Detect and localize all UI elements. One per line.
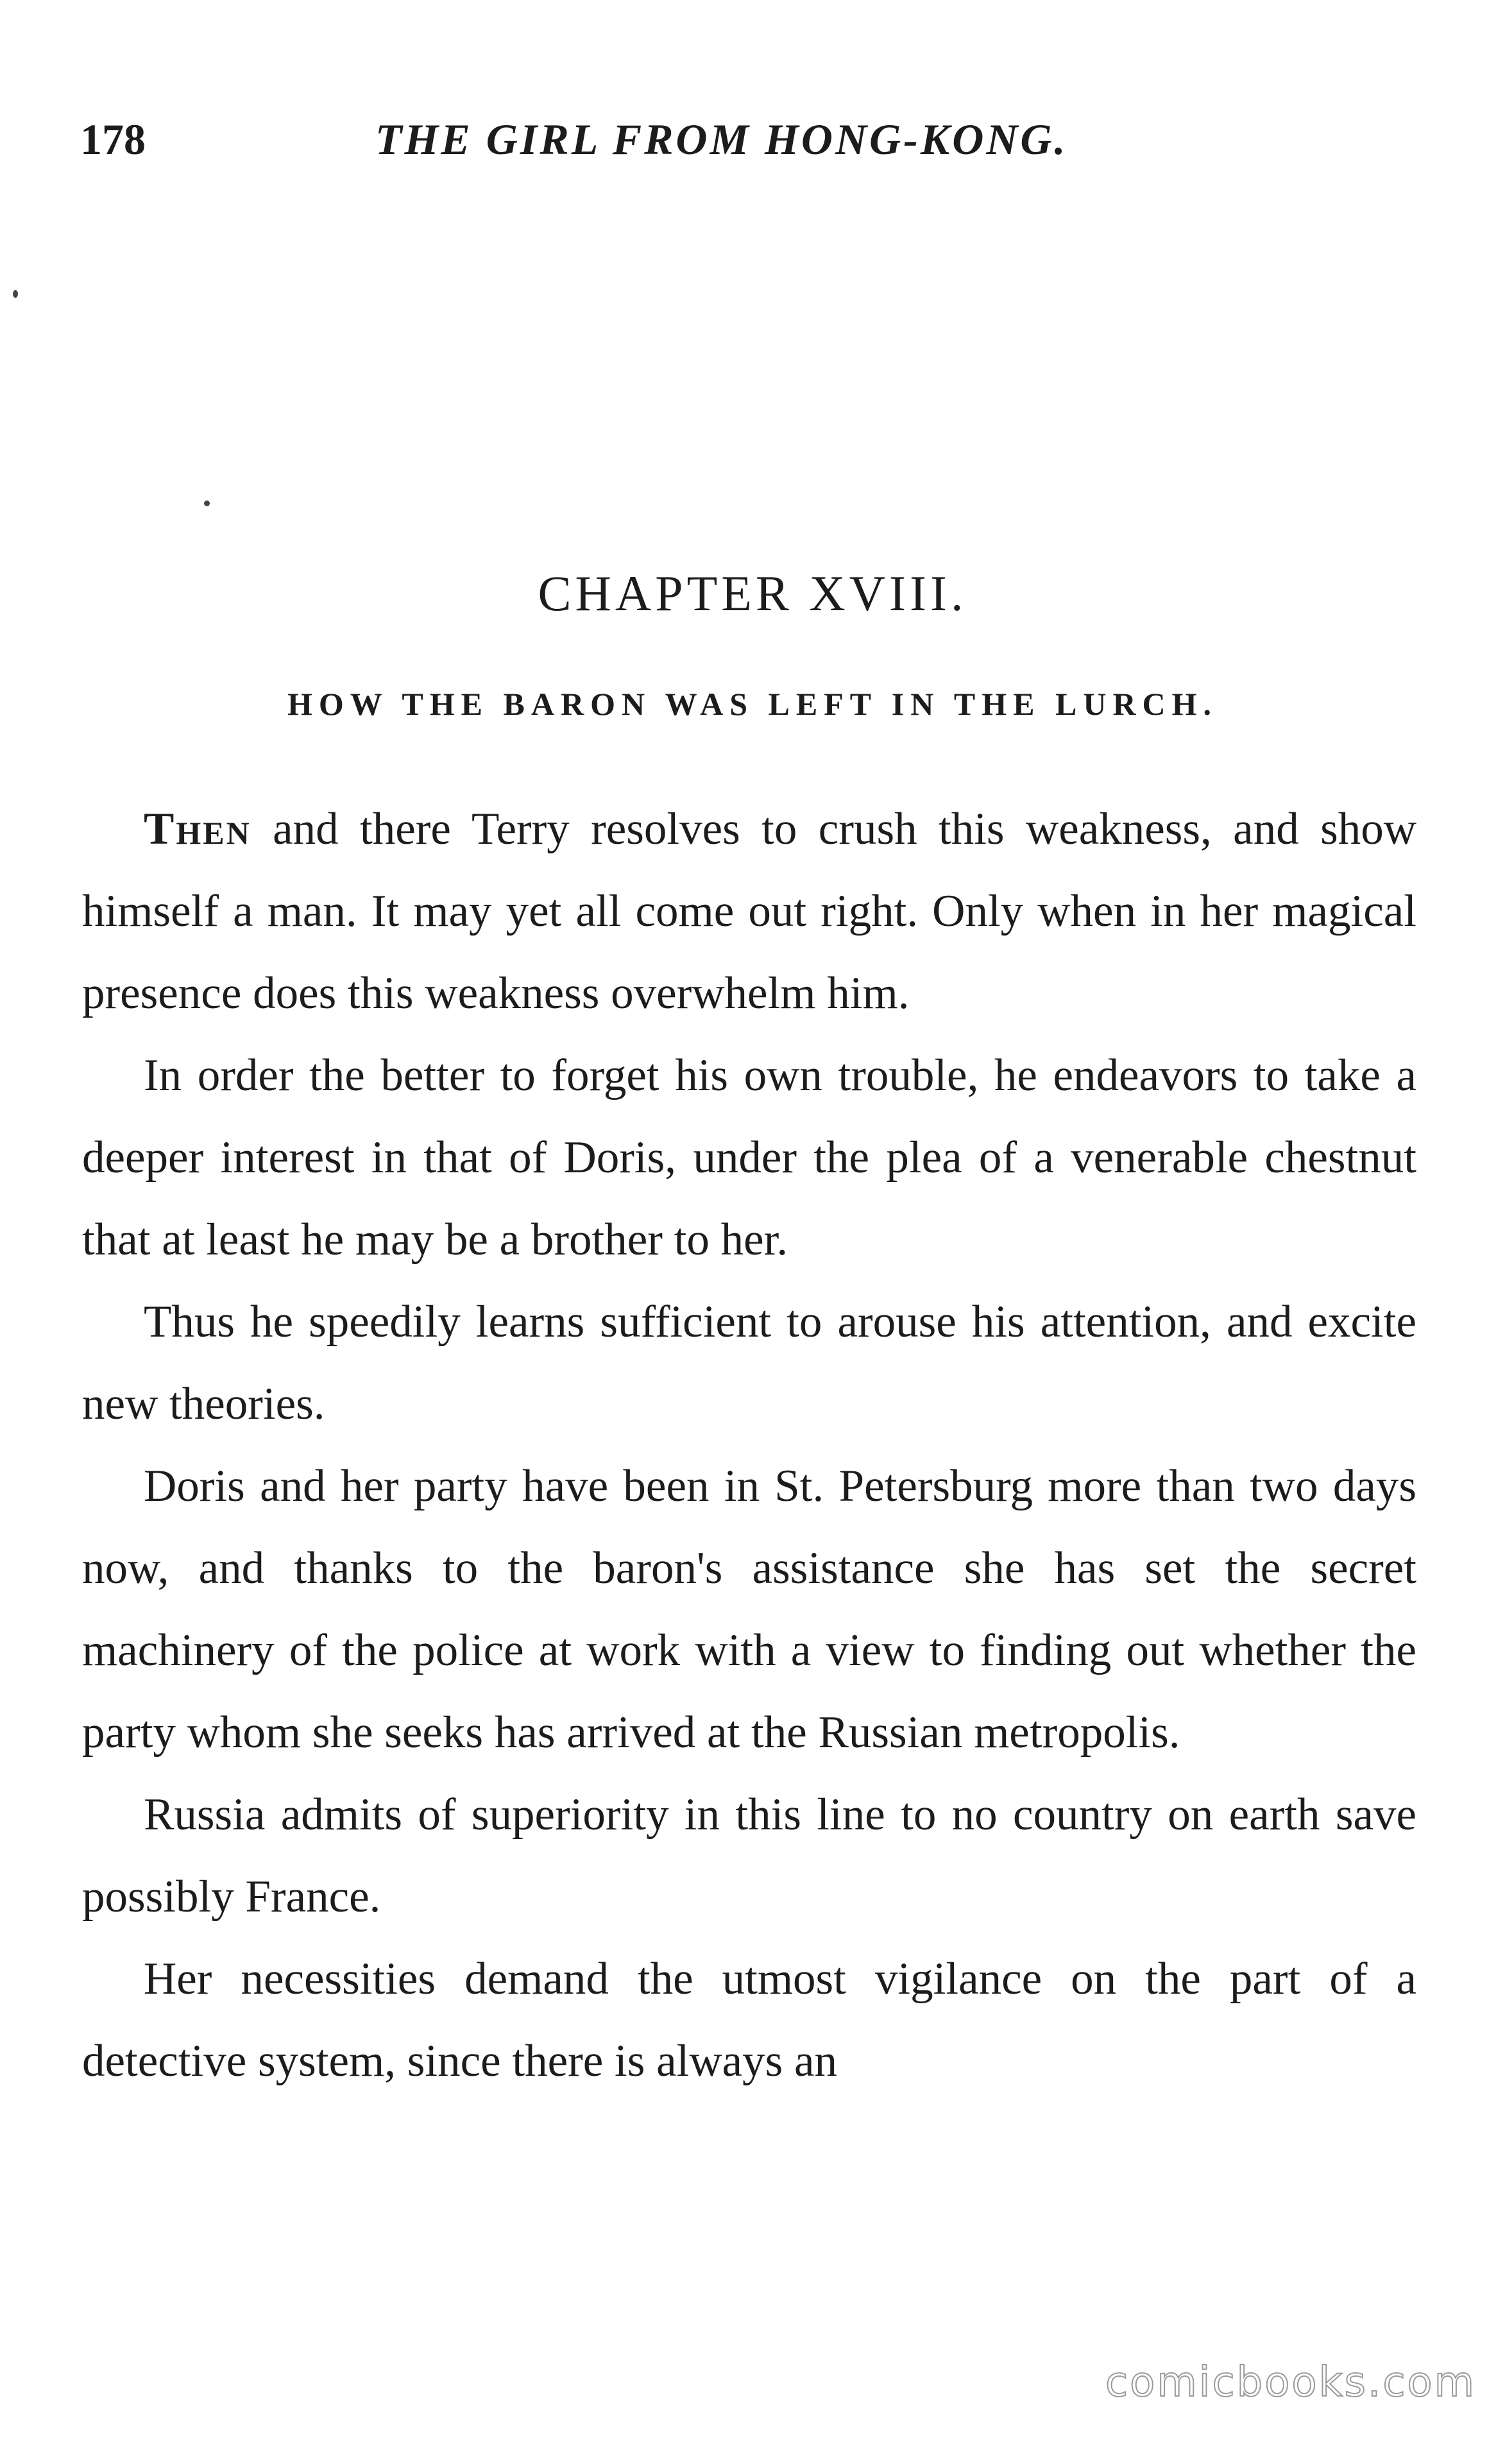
paragraph: Her necessities demand the utmost vigilance on the part of a detective system, since there is always an (82, 1954, 1416, 2086)
ink-speck (204, 501, 210, 506)
ink-speck (13, 290, 18, 298)
paragraph: Russia admits of superiority in this line to no country on earth save possibly France. (82, 1790, 1416, 1922)
paragraph-text: and there Terry resolves to crush this weakness, and show himself a man. It may yet all come out right. Only when in her magical presence does this weakness overwhelm him. (82, 804, 1416, 1018)
page-number: 178 (80, 115, 146, 164)
watermark: comicbooks.com (1105, 2359, 1476, 2406)
paragraph: Doris and her party have been in St. Petersburg more than two days now, and thanks to the baron's assistance she has set the secret machinery of the police at work with a view to finding out whether the party whom she seeks has arrived at the Russian metropolis. (82, 1461, 1416, 1758)
paragraph: Thus he speedily learns sufficient to arouse his attention, and excite new theories. (82, 1297, 1416, 1429)
page-header (80, 114, 1107, 185)
body-text (82, 788, 1416, 2102)
paragraph (82, 788, 1416, 1034)
chapter-title: CHAPTER XVIII. (538, 565, 967, 621)
chapter-subtitle: HOW THE BARON WAS LEFT IN THE LURCH. (287, 686, 1218, 722)
running-title: THE GIRL FROM HONG-KONG. (375, 115, 1068, 164)
paragraph-lead: Then (144, 804, 251, 854)
paragraph: In order the better to forget his own trouble, he endeavors to take a deeper interest in that of Doris, under the plea of a venerable chestnut that at least he may be a brother to her. (82, 1050, 1416, 1265)
